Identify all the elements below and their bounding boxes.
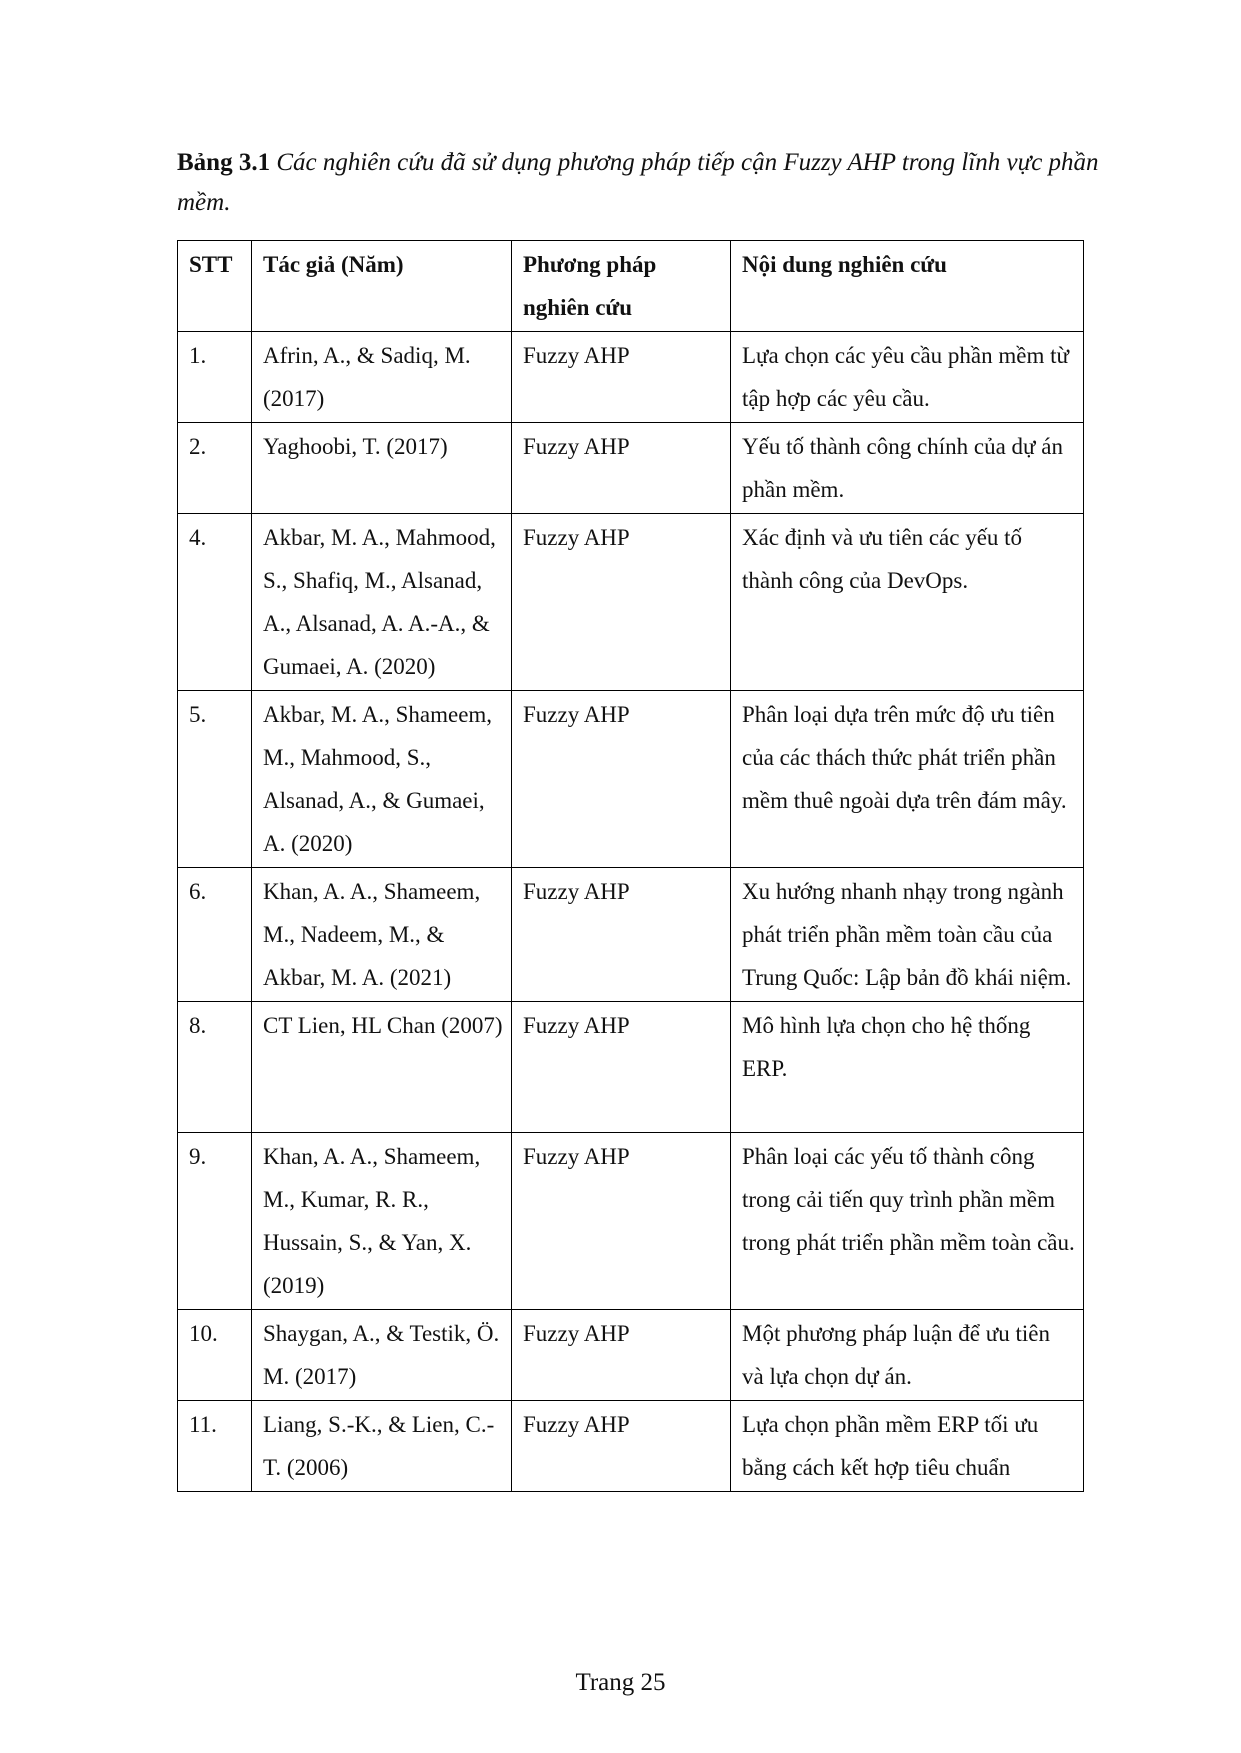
table-caption (177, 143, 1127, 223)
cell-content: Yếu tố thành công chính của dự án phần mềm. (731, 423, 1084, 514)
cell-stt: 2. (178, 423, 252, 514)
cell-author: Akbar, M. A., Mahmood, S., Shafiq, M., Alsanad, A., Alsanad, A. A.-A., & Gumaei, A. (2020) (252, 514, 512, 691)
cell-stt: 4. (178, 514, 252, 691)
cell-method: Fuzzy AHP (512, 691, 731, 868)
header-method: Phương pháp nghiên cứu (512, 241, 731, 332)
cell-content: Xác định và ưu tiên các yếu tố thành công của DevOps. (731, 514, 1084, 691)
table-row (178, 1401, 1084, 1492)
cell-stt: 8. (178, 1002, 252, 1133)
table-row (178, 423, 1084, 514)
cell-content: Xu hướng nhanh nhạy trong ngành phát triển phần mềm toàn cầu của Trung Quốc: Lập bản đồ khái niệm. (731, 868, 1084, 1002)
table-row (178, 1002, 1084, 1133)
table-row (178, 868, 1084, 1002)
table-header-row (178, 241, 1084, 332)
cell-stt: 6. (178, 868, 252, 1002)
table-row (178, 1133, 1084, 1310)
cell-author: Khan, A. A., Shameem, M., Nadeem, M., & Akbar, M. A. (2021) (252, 868, 512, 1002)
header-content: Nội dung nghiên cứu (731, 241, 1084, 332)
cell-method: Fuzzy AHP (512, 1401, 731, 1492)
cell-method: Fuzzy AHP (512, 423, 731, 514)
cell-author: Akbar, M. A., Shameem, M., Mahmood, S., Alsanad, A., & Gumaei, A. (2020) (252, 691, 512, 868)
cell-stt: 9. (178, 1133, 252, 1310)
cell-stt: 5. (178, 691, 252, 868)
cell-content: Mô hình lựa chọn cho hệ thống ERP. (731, 1002, 1084, 1133)
cell-content: Một phương pháp luận để ưu tiên và lựa chọn dự án. (731, 1310, 1084, 1401)
cell-method: Fuzzy AHP (512, 868, 731, 1002)
cell-stt: 11. (178, 1401, 252, 1492)
cell-author: Yaghoobi, T. (2017) (252, 423, 512, 514)
cell-author: Khan, A. A., Shameem, M., Kumar, R. R., Hussain, S., & Yan, X. (2019) (252, 1133, 512, 1310)
cell-author: Shaygan, A., & Testik, Ö. M. (2017) (252, 1310, 512, 1401)
cell-method: Fuzzy AHP (512, 1310, 731, 1401)
cell-stt: 10. (178, 1310, 252, 1401)
cell-content: Lựa chọn phần mềm ERP tối ưu bằng cách kết hợp tiêu chuẩn (731, 1401, 1084, 1492)
page-number: Trang 25 (575, 1669, 666, 1696)
caption-label: Bảng 3.1 (177, 149, 271, 176)
table-row (178, 691, 1084, 868)
table-row (178, 514, 1084, 691)
cell-method: Fuzzy AHP (512, 514, 731, 691)
cell-author: Liang, S.-K., & Lien, C.-T. (2006) (252, 1401, 512, 1492)
cell-stt: 1. (178, 332, 252, 423)
header-stt: STT (178, 241, 252, 332)
cell-method: Fuzzy AHP (512, 1133, 731, 1310)
cell-author: Afrin, A., & Sadiq, M. (2017) (252, 332, 512, 423)
cell-content: Lựa chọn các yêu cầu phần mềm từ tập hợp các yêu cầu. (731, 332, 1084, 423)
cell-method: Fuzzy AHP (512, 1002, 731, 1133)
header-author: Tác giả (Năm) (252, 241, 512, 332)
table-row (178, 1310, 1084, 1401)
cell-method: Fuzzy AHP (512, 332, 731, 423)
cell-content: Phân loại các yếu tố thành công trong cải tiến quy trình phần mềm trong phát triển phần mềm toàn cầu. (731, 1133, 1084, 1310)
cell-content: Phân loại dựa trên mức độ ưu tiên của các thách thức phát triển phần mềm thuê ngoài dựa trên đám mây. (731, 691, 1084, 868)
studies-table (177, 240, 1084, 1492)
caption-text: Các nghiên cứu đã sử dụng phương pháp tiếp cận Fuzzy AHP trong lĩnh vực phần mềm. (177, 149, 1099, 216)
table-row (178, 332, 1084, 423)
cell-author: CT Lien, HL Chan (2007) (252, 1002, 512, 1133)
